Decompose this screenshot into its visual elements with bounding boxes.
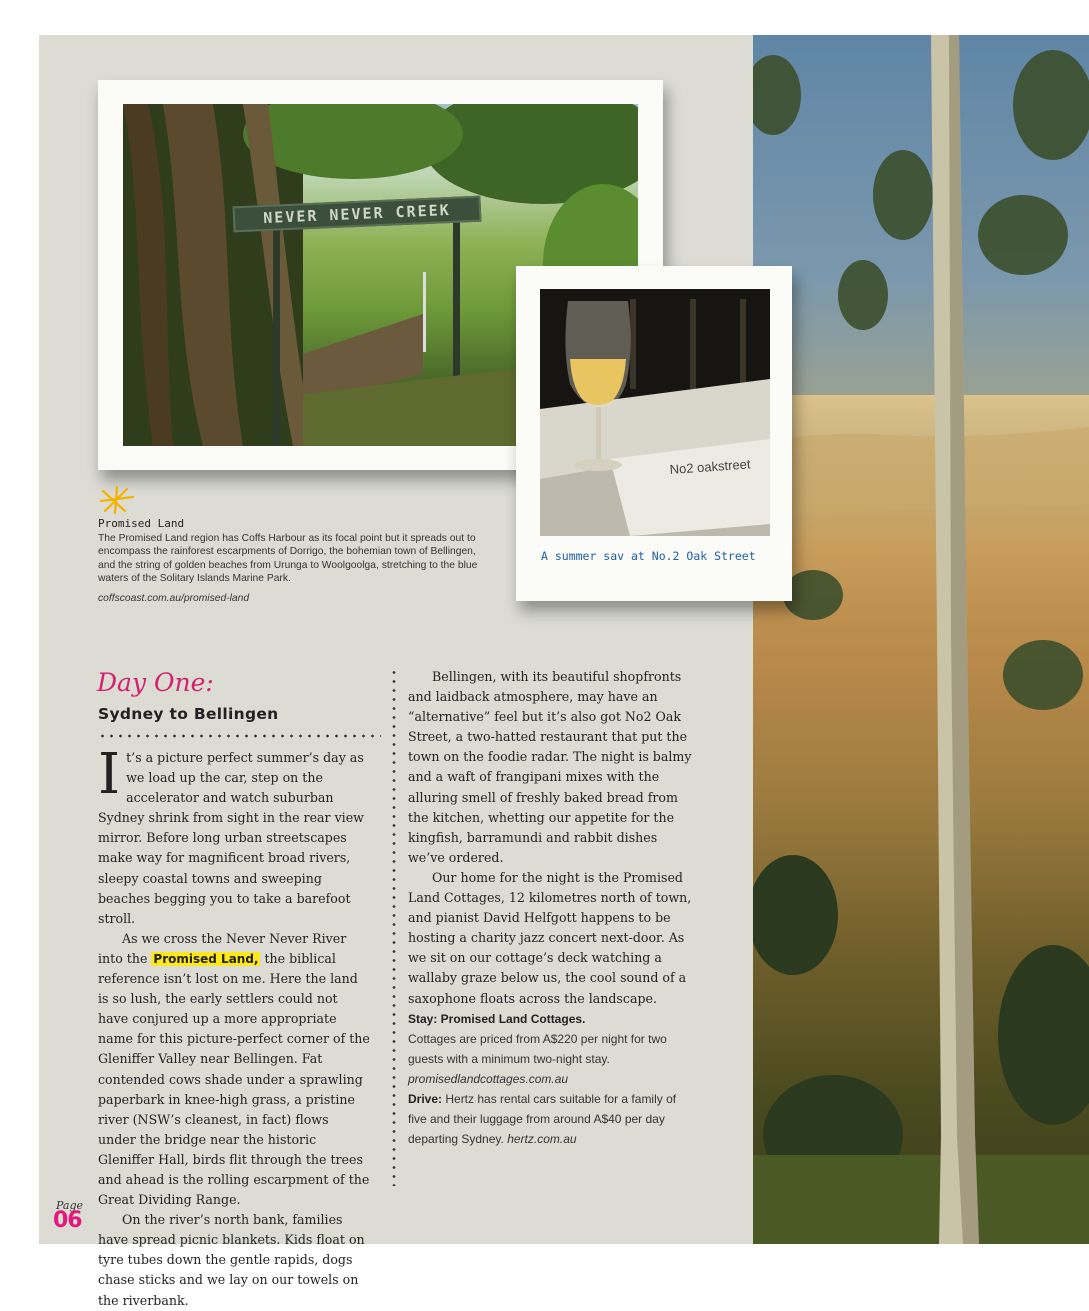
article-column-1 bbox=[98, 742, 370, 1311]
caption-title: Promised Land bbox=[98, 517, 185, 530]
asterisk-doodle-icon bbox=[97, 485, 137, 515]
misty-valley-illustration bbox=[753, 35, 1089, 1244]
drop-cap: I bbox=[98, 742, 121, 807]
paragraph-3: On the river’s north bank, families have spread picnic blankets. Kids float on tyre tubes down the gentle rapids, dogs chase sticks and we lay on our towels on the riverbank. bbox=[98, 1212, 365, 1308]
misty-valley-photo bbox=[753, 35, 1089, 1244]
page-label: Page bbox=[56, 1199, 84, 1212]
dotted-divider bbox=[98, 734, 381, 738]
drive-link[interactable]: hertz.com.au bbox=[507, 1132, 577, 1147]
paragraph-5: Our home for the night is the Promised Land Cottages, 12 kilometres north of town, and pianist David Helfgott happens to be hosting a charity jazz concert next-door. As we sit on our cottage’s deck watching a wallaby graze below us, the cool sound of a saxophone floats across the landscape. bbox=[408, 869, 692, 1006]
wine-photo-caption: A summer sav at No.2 Oak Street bbox=[541, 549, 756, 563]
page-number: 06 bbox=[53, 1208, 82, 1233]
caption-link[interactable]: coffscoast.com.au/promised-land bbox=[98, 593, 250, 604]
stay-label: Stay: Promised Land Cottages. bbox=[408, 1011, 586, 1026]
stay-text: Cottages are priced from A$220 per night for two guests with a minimum two-night stay. bbox=[408, 1031, 667, 1066]
caption-text: The Promised Land region has Coffs Harbour as its focal point but it spreads out to encompass the rainforest escarpments of Dorrigo, the bohemian town of Bellingen, and the string of golden beaches from Urunga to Woolgoolga, stretching to the blue waters of the Solitary Islands Marine Park. bbox=[98, 533, 478, 584]
article-subhead: Sydney to Bellingen bbox=[98, 705, 279, 723]
day-label: Day One: bbox=[97, 668, 214, 697]
article-column-2 bbox=[408, 667, 693, 1149]
wine-glass-illustration bbox=[540, 289, 770, 536]
stay-link[interactable]: promisedlandcottages.com.au bbox=[408, 1071, 569, 1086]
stay-info bbox=[408, 1009, 693, 1150]
creek-sign: NEVER NEVER CREEK bbox=[233, 196, 482, 233]
highlight-promised-land: Promised Land, bbox=[153, 951, 259, 966]
paragraph-1: It’s a picture perfect summer’s day as we load up the car, step on the accelerator and watch suburban Sydney shrink from sight in the rear view mirror. Before long urban streetscapes make way for magnificent broad rivers, sleepy coastal towns and sweeping beaches begging you to take a barefoot stroll. bbox=[98, 742, 364, 926]
drive-label: Drive: bbox=[408, 1091, 443, 1106]
wine-photo-frame bbox=[516, 266, 792, 601]
paragraph-2: As we cross the Never Never River into the Promised Land, the biblical reference isn’t lost on me. Here the land is so lush, the early settlers could not have conjured up a more appropriate name for this picture-perfect corner of the Gleniffer Valley near Bellingen. Fat contended cows shade under a sprawling paperbark in knee-high grass, a pristine river (NSW’s cleanest, in fact) flows under the bridge near the historic Gleniffer Hall, birds flit through the trees and ahead is the rolling escarpment of the Great Dividing Range. bbox=[98, 930, 370, 1208]
column-divider bbox=[392, 668, 396, 1186]
drive-text: Hertz has rental cars suitable for a family of five and their luggage from around A$40 per day departing Sydney. bbox=[408, 1091, 677, 1147]
wine-photo bbox=[540, 289, 770, 536]
menu-heading: No2 oakstreet bbox=[669, 456, 751, 477]
paragraph-4: Bellingen, with its beautiful shopfronts and laidback atmosphere, may have an “alternative” feel but it’s also got No2 Oak Street, a two-hatted restaurant that put the town on the foodie radar. The night is balmy and a waft of frangipani mixes with the alluring smell of freshly baked bread from the kitchen, whetting our appetite for the kingfish, barramundi and rabbit dishes we’ve ordered. bbox=[408, 669, 692, 865]
